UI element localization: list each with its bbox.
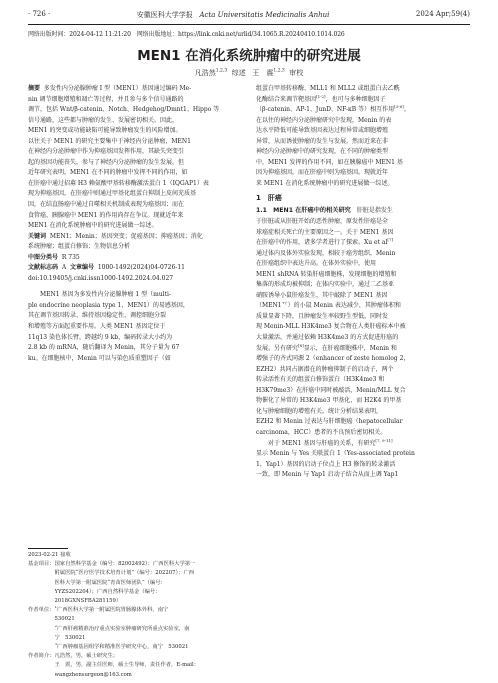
author-bio-body <box>55 652 245 680</box>
keywords-label: 关键词 <box>28 232 47 240</box>
doc-code-value: A <box>61 264 67 272</box>
body-line: carcinoma，HCC）患者的不良预后密切相关。 <box>256 428 387 436</box>
abstract-text: 多发性内分泌腺肿瘤 Ⅰ 型（MEN1）基因通过编码 Me- <box>43 85 192 92</box>
running-header <box>28 10 470 24</box>
body-line <box>256 206 471 217</box>
body-line: EZH2）共同占据潜在的肿瘤抑制子的启动子，两个 <box>256 365 394 373</box>
affiliation-text: 广西医科大学第一附属医院胃肠腺体外科，南宁 <box>57 607 169 614</box>
abstract-line: MEN1 的突变或功能缺陷可能导致肿瘤发生的风险增加。 <box>28 127 182 135</box>
body-line <box>256 439 471 450</box>
reviewer-name: 王 震 <box>252 69 274 77</box>
affiliation-text: 广西肝癌精准治疗重点实验室肿瘤研究所重点实验室，南 <box>57 625 190 632</box>
body-line: 在以往的神经内分泌肿瘤研究中发现，Menin 的表 <box>256 116 392 124</box>
abstract-line: 近年研究表明，MEN1 在不同的肿瘤中发挥不同的作用，如 <box>28 169 188 177</box>
author-line <box>0 68 498 78</box>
body-line: 集落的形成均被抑制；在体内实验中，通过二乙基亚 <box>256 281 395 289</box>
affiliation-label: 作者单位： <box>28 607 55 614</box>
body-line: 转录活性有关的组蛋白修饰蛋白（H3K4me3 和 <box>256 376 385 384</box>
abstract-line: 起的基因功能丧失，参与了神经内分泌肿瘤的发生发展。但 <box>28 158 185 166</box>
fund-line: 国家自然科学基金（编号：82002492）；广西医科大学第一 <box>54 561 196 568</box>
affiliation-line: $^3$广西肿瘤基因组学和精准医学研究中心，南宁 530021 <box>54 643 189 651</box>
keywords <box>28 232 244 253</box>
intro-paragraph <box>28 290 244 364</box>
journal-name <box>137 10 330 24</box>
author-bio <box>28 652 244 680</box>
doi-line: doi:10.19405/j.cnki.issn1000-1492.2024.04.027 <box>28 274 174 282</box>
affiliation-line: 宁 530021 <box>54 634 86 641</box>
body-text: 。 <box>403 106 410 114</box>
body-line: 于肝脏或从肝脏开始的恶性肿瘤，原发性肝癌是全 <box>256 218 389 226</box>
body-text: 化酶结合来调节靶基因 <box>256 95 317 103</box>
issue-info: 2024 Apr;59(4) <box>415 10 470 18</box>
subsection-heading: 1.1 MEN1 在肝癌中的相关研究 <box>256 207 351 215</box>
body-line: 现 Menin-MLL H3K4me3 复合物在人类肝癌标本中被 <box>256 323 406 331</box>
abstract-line: 因，在结直肠癌中通过自噬相关机制成表现为癌基因；而在 <box>28 201 185 209</box>
body-line: 增强子的齐式同源 2（enhancer of zeste homolog 2， <box>256 355 410 363</box>
body-line: 组蛋白甲基转移酶、MLL1 和 MLL2 或组蛋白去乙酰 <box>256 85 400 92</box>
genotype-sup: +/- <box>281 301 288 306</box>
author-affil-sup: 1,2,3 <box>215 68 228 74</box>
abstract-label: 摘要 <box>28 85 41 92</box>
body-line: 1，Yap1）基因的启动子位点上 H3 修饰的转录激活 <box>256 460 396 468</box>
author-bio-line: wangzhensurgeon@163.com <box>54 671 132 678</box>
body-text: 在肝癌中的作用，诸多学者进行了探索。Xu et al <box>256 239 388 247</box>
body-line: 通过体内及体外实验发现，相较于癌旁组织，Menin <box>256 249 396 257</box>
doc-code-label: 文献标志码 <box>28 264 59 272</box>
fund-body <box>55 560 245 606</box>
body-line: 化与肿瘤细胞的增殖有关。统计分析结果表明， <box>256 407 383 415</box>
intro-line: ku。在细胞核中，Menin 可以与染色质重塑因子（如 <box>28 354 171 362</box>
keywords-line <box>28 232 244 243</box>
reviewer-affil-sup: 1,2,3 <box>273 68 285 74</box>
body-text: （β-catenin、AP-1、JunD、NF-κB 等）相互作用 <box>256 106 395 114</box>
abstract <box>28 84 244 232</box>
body-line: 来 MEN1 在消化系统肿瘤中的研究进展做一综述。 <box>256 179 394 187</box>
left-column <box>28 84 244 364</box>
footnotes <box>28 548 244 680</box>
intro-line: 2.8 kb 的 mRNA，随后翻译为 Menin，其分子量为 67 <box>28 344 180 352</box>
clc-value: R 735 <box>61 253 80 261</box>
abstract-line: 现为抑癌基因，在肝癌中则通过甲基化组蛋白抑制上皮间充质基 <box>28 190 197 198</box>
abstract-line <box>28 84 244 95</box>
body-line <box>256 105 471 116</box>
abstract-line: 以往关于 MEN1 的研究主要集中于神经内分泌肿瘤，MEN1 <box>28 137 191 145</box>
abstract-line: 在神经内分泌肿瘤中作为抑癌基因发挥作用，其缺失突变引 <box>28 148 185 156</box>
affiliation-text: 广西肿瘤基因组学和精准医学研究中心，南宁 530021 <box>57 644 189 651</box>
body-line <box>256 238 471 249</box>
intro-line: MEN1 基因为多发性内分泌腺肿瘤 1 型（multi- <box>40 291 171 299</box>
intro-line: 和增殖等方面起重要作用。人类 MEN1 基因定位于 <box>28 323 166 331</box>
body-line: 物催化了异常的 H3K4me3 甲基化，而 H2K4 的甲基 <box>256 397 402 405</box>
abstract-line: 在肝癌中通过招募 H3 赖氨酸甲基转移酶激活蛋白 1（IQGAP1）表 <box>28 179 209 187</box>
article-title: MEN1 在消化系统肿瘤中的研究进展 <box>137 48 361 64</box>
body-line: MEN1 shRNA 转染肝癌细胞株，发现细胞的增殖和 <box>256 270 397 278</box>
body-line: 异常，从而诱使肿瘤的发生与发展。然而近来在非 <box>256 137 389 145</box>
affiliation-body <box>55 606 245 652</box>
body-line: 神经内分泌肿瘤中的研究发现，在不同的肿瘤类型 <box>256 148 389 156</box>
affiliation-line: $^1$广西医科大学第一附属医院胃肠腺体外科，南宁 <box>54 606 169 614</box>
body-line: 显示 Menin 与 Yes 关联蛋白 1（Yes-associated protein <box>256 450 415 458</box>
body-line: 大量激活，并通过依赖 H3K4me3 的方式促进肝癌的 <box>256 334 399 342</box>
reviewer-role: 审校 <box>289 69 304 77</box>
body-line: 中，MEN1 发挥的作用不同，如在胰腺癌中 MEN1 基 <box>256 158 403 166</box>
abstract-line: nin 调节细胞增殖和凋亡等过程，并且参与多个信号通路的 <box>28 95 184 103</box>
body-line: 因为抑癌基因，而在肝癌中则为癌基因。现就近年 <box>256 169 389 177</box>
body-line <box>256 344 471 355</box>
abstract-line: MEN1 在消化系统肿瘤中的研究进展做一综述。 <box>28 222 158 230</box>
author-role: 综述 <box>231 69 246 77</box>
body-text: ）的小鼠 Menin 表达减少，其肿瘤体积和 <box>287 302 401 310</box>
affiliation-info <box>28 606 244 652</box>
body-line: H3K79me3）在肝癌中同时被敲活，Menin/MLL 复合 <box>256 386 406 394</box>
fund-line: 2018GXNSFBA281159） <box>54 598 122 605</box>
abstract-line: 食管癌、胰腺癌中 MEN1 的作用尚存在争议。现就近年来 <box>28 211 184 219</box>
keywords-line: 系统肿瘤；组蛋白修饰；生物信息分析 <box>28 243 131 251</box>
received-date: 2023-02-21 接收 <box>28 552 71 558</box>
body-line: 硝胺诱导小鼠肝癌发生，其中敲除了 MEN1 基因 <box>256 291 388 299</box>
citation: [7] <box>387 238 394 243</box>
body-line: EZH2 和 Menin 过表达与肝细胞癌（hepatocellular <box>256 418 403 426</box>
citation: [7, 9-11] <box>375 438 393 443</box>
page-number: · 726 · <box>28 10 51 18</box>
article-number-label: 文章编号 <box>70 264 95 272</box>
clc-label: 中图分类号 <box>28 253 59 261</box>
right-column <box>256 84 471 481</box>
keywords-text: MEN1；Menin；基因突变；促癌基因；抑癌基因；消化 <box>49 232 203 240</box>
citation: [1-2] <box>316 94 326 99</box>
header-rule <box>28 24 470 25</box>
body-text: （MEN1 <box>256 302 282 310</box>
author-bio-line: 凡浩然，男，硕士研究生； <box>54 653 119 660</box>
fund-line: YYZS202204）；广西自然科学基金（编号： <box>54 588 161 595</box>
affiliation-line: 530021 <box>54 616 75 623</box>
intro-line: 11q13 染色体长臂，跨越约 9 kb，编码转录大小约为 <box>28 333 173 341</box>
citation: [3-6] <box>394 105 404 110</box>
author-bio-line: 王 震，男，副主任医师，硕士生导师，责任作者，E-mail： <box>54 662 199 669</box>
fund-label: 基金项目： <box>28 561 55 568</box>
journal-name-en: Acta Universitatis Medicinalis Anhui <box>199 11 330 19</box>
body-text: 显示，在肝癌细胞株中，Menin 和 <box>303 344 397 352</box>
footnote-rule <box>28 548 68 549</box>
citation: [8] <box>298 343 304 348</box>
fund-line: 医科大学第一附属医院“青苗医师团队”（编号： <box>54 579 166 586</box>
online-publication-line: 网络出版时间：2024-04-12 11:21:20 网络出版地址：https://link.cnki.net/urlid/34.1065.R.20240410.1014.026 <box>28 31 345 38</box>
body-line: 达水平降低可能导致基因表达过程异常或细胞增殖 <box>256 127 389 135</box>
body-text: 发展。另有研究 <box>256 344 299 352</box>
body-line <box>256 95 471 106</box>
affiliation-line: $^2$广西肝癌精准治疗重点实验室肿瘤研究所重点实验室，南 <box>54 624 190 632</box>
author-name: 凡浩然 <box>194 69 216 77</box>
fund-info <box>28 560 244 606</box>
fund-line: 附属医院“医疗医学技术培育计划”（编号：202207）；广西 <box>54 570 195 577</box>
abstract-line: 信号通路，这些都与肿瘤的发生、发展密切相关。因此， <box>28 116 179 124</box>
body-line: 一致，即 Menin 与 Yap1 启动子结合从而上调 Yap1 <box>256 471 399 479</box>
body-line: 球癌症相关死亡的主要原因之一。关于 MEN1 基因 <box>256 228 394 236</box>
body-line: 在肝癌组织中表达升高。在体外实验中，使用 <box>256 260 377 268</box>
clc-line <box>28 253 244 264</box>
doc-code-line <box>28 263 244 274</box>
article-number-value: 1000-1492(2024)04-0726-11 <box>97 264 185 272</box>
body-line: 质量显著下降，且肿瘤发生率较野生型低。同时发 <box>256 312 389 320</box>
body-text: ，也可与多种细胞因子 <box>325 95 386 103</box>
author-bio-label: 作者简介： <box>28 653 55 660</box>
section-heading: 1 肝癌 <box>256 194 282 203</box>
abstract-line: 调节，包括 Wnt/β-catenin、Notch、Hedgehog/Dmnt1、Hippo 等 <box>28 106 220 114</box>
body-text: 肝脏是指发生 <box>350 207 393 215</box>
intro-line: 其在调节基因转录、维持基因稳定性、调控细胞分裂 <box>28 312 167 320</box>
body-line <box>256 301 471 312</box>
journal-name-cn: 安徽医科大学学报 <box>136 11 193 19</box>
intro-line: ple endocrine neoplasia type 1，MEN1）的易感基因， <box>28 301 189 309</box>
body-text: 对于 MEN1 基因与肝癌的关系，有研究 <box>256 439 376 447</box>
